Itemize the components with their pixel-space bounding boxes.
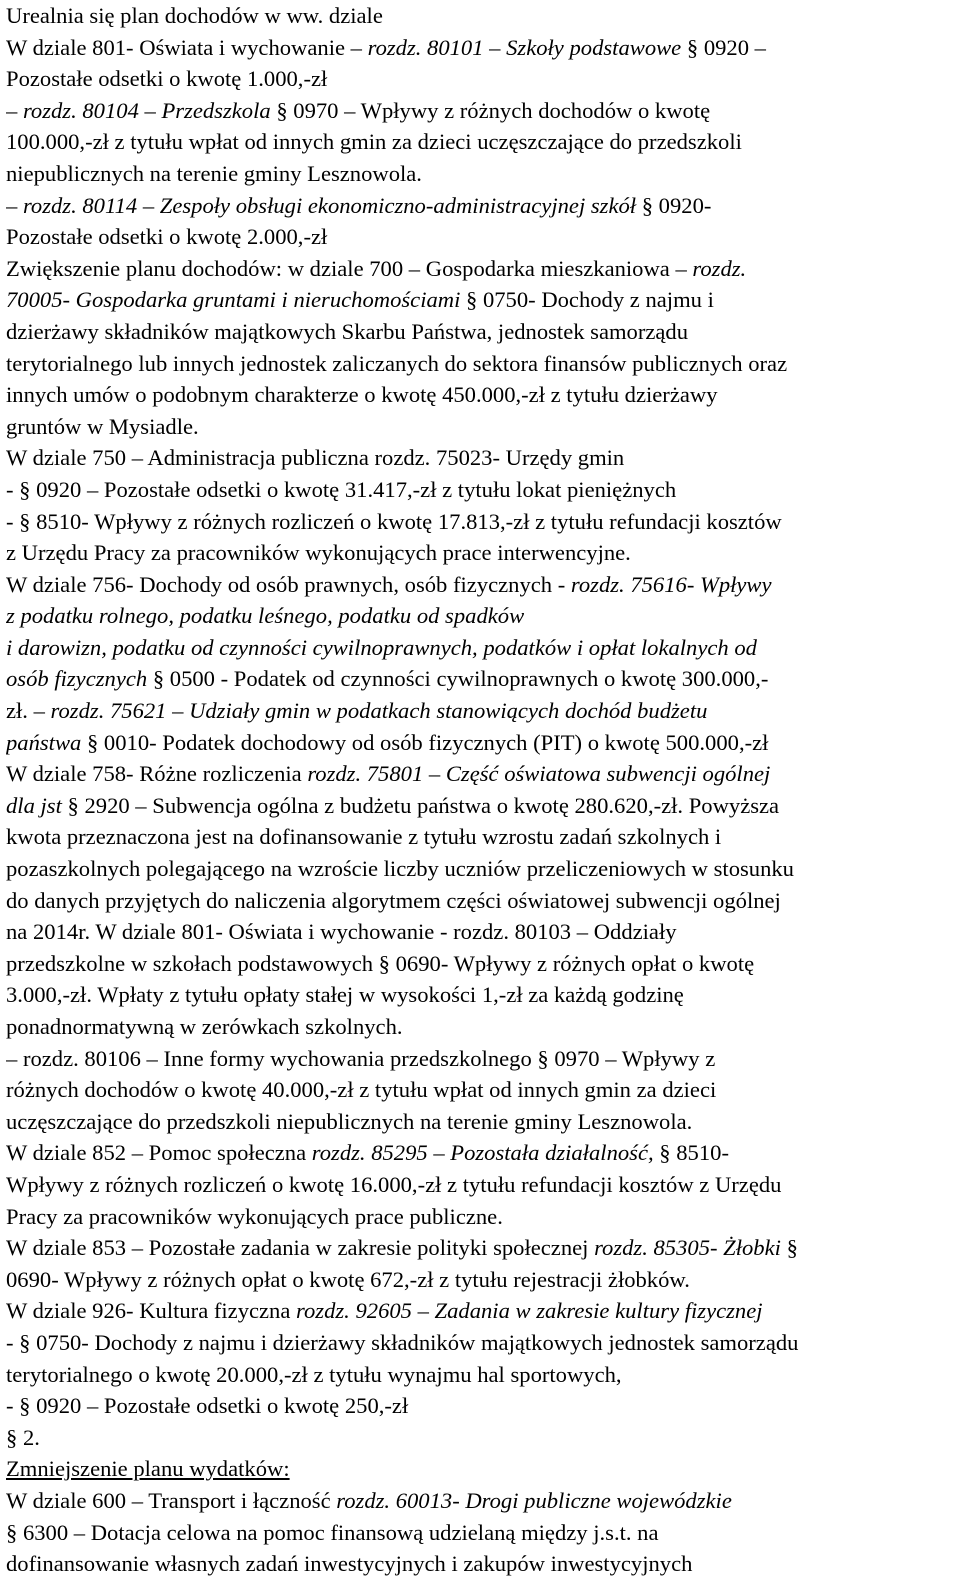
text-line: [6, 569, 960, 601]
text-segment: W dziale 758- Różne rozliczenia: [6, 761, 308, 787]
text-segment: rozdz. 92605 – Zadania w zakresie kultury fizycznej: [296, 1298, 763, 1324]
text-line: [6, 1485, 960, 1517]
text-line: [6, 632, 960, 664]
text-line: [6, 506, 960, 538]
text-segment: terytorialnego o kwotę 20.000,-zł z tytułu wynajmu hal sportowych,: [6, 1361, 622, 1387]
text-line: [6, 1517, 960, 1549]
text-line: [6, 316, 960, 348]
text-segment: Urealnia się plan dochodów w ww. dziale: [6, 3, 383, 28]
text-line: [6, 1074, 960, 1106]
text-segment: kwota przeznaczona jest na dofinansowanie z tytułu wzrostu zadań szkolnych i: [6, 824, 722, 850]
text-line: [6, 695, 960, 727]
text-line: [6, 1390, 960, 1422]
text-segment: rozdz. 85305- Żłobki: [594, 1235, 781, 1261]
text-line: [6, 348, 960, 380]
text-segment: § 0920-: [636, 192, 712, 218]
text-segment: § 0010- Podatek dochodowy od osób fizycznych (PIT) o kwotę 500.000,-zł: [81, 729, 769, 755]
text-line: [6, 221, 960, 253]
text-line: [6, 758, 960, 790]
text-line: [6, 190, 960, 222]
text-line: [6, 1106, 960, 1138]
text-segment: i darowizn, podatku od czynności cywilnoprawnych, podatków i opłat lokalnych od: [6, 634, 757, 660]
text-line: [6, 1327, 960, 1359]
text-line: [6, 1295, 960, 1327]
text-segment: osób fizycznych: [6, 666, 148, 692]
text-segment: z podatku rolnego, podatku leśnego, podatku od spadków: [6, 603, 525, 629]
text-line: [6, 1264, 960, 1296]
text-segment: z Urzędu Pracy za pracowników wykonujących prace interwencyjne.: [6, 540, 631, 566]
text-segment: § 0970 – Wpływy z różnych dochodów o kwotę: [270, 97, 711, 123]
text-segment: rozdz. 75616- Wpływy: [570, 571, 772, 597]
text-segment: § 8510-: [653, 1140, 729, 1166]
text-segment: - § 0750- Dochody z najmu i dzierżawy składników majątkowych jednostek samorządu: [6, 1329, 799, 1355]
text-segment: zł.: [6, 698, 34, 724]
text-line: [6, 537, 960, 569]
text-segment: § 2.: [6, 1424, 40, 1450]
text-segment: - § 0920 – Pozostałe odsetki o kwotę 31.417,-zł z tytułu lokat pieniężnych: [6, 476, 677, 502]
text-line: [6, 1043, 960, 1075]
text-line: [6, 1232, 960, 1264]
text-line: [6, 253, 960, 285]
text-line: [6, 474, 960, 506]
text-segment: terytorialnego lub innych jednostek zaliczanych do sektora finansów publicznych oraz: [6, 350, 788, 376]
text-line: [6, 1422, 960, 1454]
text-line: [6, 0, 960, 32]
text-line: [6, 979, 960, 1011]
text-segment: – rozdz. 75621 – Udziały gmin w podatkach stanowiących dochód budżetu: [33, 698, 708, 724]
text-segment: 100.000,-zł z tytułu wpłat od innych gmin za dzieci uczęszczające do przedszkoli: [6, 129, 742, 155]
text-line: [6, 1201, 960, 1233]
text-segment: - § 8510- Wpływy z różnych rozliczeń o kwotę 17.813,-zł z tytułu refundacji kosztów: [6, 508, 782, 534]
text-segment: § 6300 – Dotacja celowa na pomoc finansową udzielaną między j.s.t. na: [6, 1519, 659, 1545]
text-line: [6, 948, 960, 980]
text-segment: W dziale 801- Oświata i wychowanie –: [6, 34, 368, 60]
text-line: [6, 821, 960, 853]
text-line: [6, 284, 960, 316]
text-segment: W dziale 853 – Pozostałe zadania w zakresie polityki społecznej: [6, 1235, 595, 1261]
text-segment: –: [6, 192, 23, 218]
text-segment: do danych przyjętych do naliczenia algorytmem części oświatowej subwencji ogólnej: [6, 887, 781, 913]
text-segment: § 2920 – Subwencja ogólna z budżetu państwa o kwotę 280.620,-zł. Powyższa: [61, 792, 780, 818]
text-segment: gruntów w Mysiadle.: [6, 413, 199, 439]
text-line: [6, 158, 960, 190]
text-segment: dzierżawy składników majątkowych Skarbu Państwa, jednostek samorządu: [6, 318, 689, 344]
text-segment: ponadnormatywną w zerówkach szkolnych.: [6, 1014, 403, 1039]
text-segment: §: [780, 1235, 798, 1261]
text-line: [6, 63, 960, 95]
text-line: [6, 1359, 960, 1391]
text-segment: rozdz. 80101 – Szkoły podstawowe: [367, 34, 682, 60]
text-line: [6, 853, 960, 885]
text-segment: Zmniejszenie planu wydatków:: [6, 1456, 290, 1482]
text-segment: innych umów o podobnym charakterze o kwotę 450.000,-zł z tytułu dzierżawy: [6, 382, 718, 408]
text-line: [6, 379, 960, 411]
text-segment: Wpływy z różnych rozliczeń o kwotę 16.000,-zł z tytułu refundacji kosztów z Urzędu: [6, 1171, 782, 1197]
text-line: [6, 1453, 960, 1485]
text-line: [6, 663, 960, 695]
text-segment: różnych dochodów o kwotę 40.000,-zł z tytułu wpłat od innych gmin za dzieci: [6, 1077, 717, 1103]
text-line: [6, 411, 960, 443]
text-segment: pozaszkolnych polegającego na wzroście liczby uczniów przeliczeniowych w stosunku: [6, 856, 794, 882]
text-line: [6, 727, 960, 759]
text-segment: § 0750- Dochody z najmu i: [460, 287, 714, 313]
text-line: [6, 1548, 960, 1580]
text-segment: rozdz.: [692, 255, 747, 281]
text-line: [6, 126, 960, 158]
text-segment: rozdz. 80104 – Przedszkola: [22, 97, 271, 123]
text-segment: – rozdz. 80106 – Inne formy wychowania przedszkolnego § 0970 – Wpływy z: [6, 1045, 716, 1071]
text-line: [6, 32, 960, 64]
text-segment: Pozostałe odsetki o kwotę 2.000,-zł: [6, 224, 328, 250]
text-segment: Pozostałe odsetki o kwotę 1.000,-zł: [6, 66, 328, 92]
text-segment: rozdz. 75801 – Część oświatowa subwencji ogólnej: [307, 761, 771, 787]
text-segment: państwa: [6, 729, 82, 755]
text-segment: - § 0920 – Pozostałe odsetki o kwotę 250,-zł: [6, 1393, 409, 1419]
text-segment: niepublicznych na terenie gminy Lesznowola.: [6, 160, 422, 186]
text-segment: na 2014r. W dziale 801- Oświata i wychowanie - rozdz. 80103 – Oddziały: [6, 919, 677, 945]
text-segment: uczęszczające do przedszkoli niepublicznych na terenie gminy Lesznowola.: [6, 1108, 693, 1134]
text-line: [6, 95, 960, 127]
text-segment: rozdz. 85295 – Pozostała działalność,: [311, 1140, 654, 1166]
text-segment: W dziale 756- Dochody od osób prawnych, osób fizycznych -: [6, 571, 571, 597]
text-segment: W dziale 852 – Pomoc społeczna: [6, 1140, 312, 1166]
text-segment: W dziale 750 – Administracja publiczna rozdz. 75023- Urzędy gmin: [6, 445, 625, 471]
text-line: [6, 1011, 960, 1043]
text-line: [6, 600, 960, 632]
text-segment: Pracy za pracowników wykonujących prace publiczne.: [6, 1203, 503, 1229]
text-segment: rozdz. 60013- Drogi publiczne wojewódzkie: [336, 1487, 732, 1513]
text-segment: 0690- Wpływy z różnych opłat o kwotę 672,-zł z tytułu rejestracji żłobków.: [6, 1266, 690, 1292]
text-segment: dofinansowanie własnych zadań inwestycyjnych i zakupów inwestycyjnych: [6, 1551, 693, 1577]
text-segment: W dziale 926- Kultura fizyczna: [6, 1298, 297, 1324]
text-segment: § 0500 - Podatek od czynności cywilnoprawnych o kwotę 300.000,-: [147, 666, 769, 692]
text-segment: W dziale 600 – Transport i łączność: [6, 1487, 337, 1513]
text-segment: rozdz. 80114 – Zespoły obsługi ekonomiczno-administracyjnej szkół: [22, 192, 637, 218]
text-line: [6, 790, 960, 822]
text-line: [6, 1137, 960, 1169]
text-line: [6, 885, 960, 917]
text-segment: Zwiększenie planu dochodów: w dziale 700 – Gospodarka mieszkaniowa –: [6, 255, 693, 281]
text-line: [6, 442, 960, 474]
text-line: [6, 916, 960, 948]
text-segment: dla jst: [6, 792, 62, 818]
text-segment: 70005- Gospodarka gruntami i nieruchomościami: [6, 287, 461, 313]
text-segment: przedszkolne w szkołach podstawowych § 0690- Wpływy z różnych opłat o kwotę: [6, 950, 755, 976]
text-segment: 3.000,-zł. Wpłaty z tytułu opłaty stałej w wysokości 1,-zł za każdą godzinę: [6, 982, 684, 1008]
text-line: [6, 1169, 960, 1201]
text-segment: § 0920 –: [681, 34, 766, 60]
text-segment: –: [6, 97, 23, 123]
